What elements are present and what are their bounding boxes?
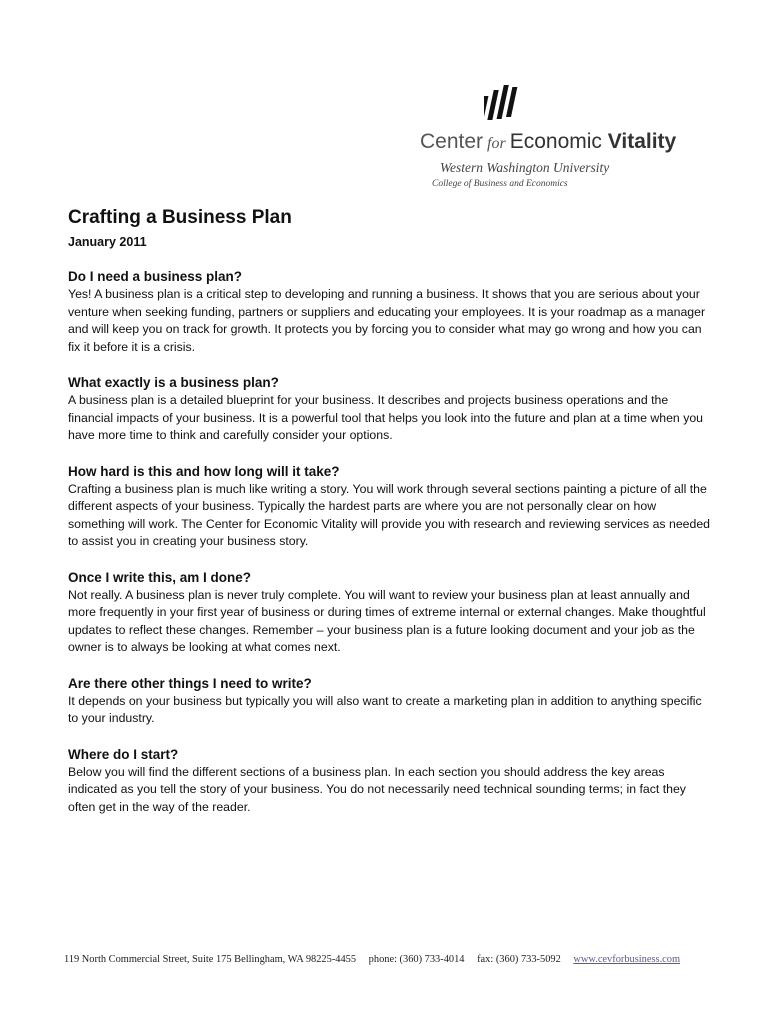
section-paragraph: Yes! A business plan is a critical step to developing and running a business. It shows that you are serious about your venture when seeking funding, partners or suppliers and educating your employees. It is your roadmap as a manager and will keep you on track for growth. It protects you by forcing you to consider what may go wrong and how you can fix it before it is a crisis. <box>68 287 706 354</box>
section-paragraph: A business plan is a detailed blueprint for your business. It describes and projects business operations and the financial impacts of your business. It is a powerful tool that helps you look into the future and plan at a time when you have more time to think and carefully consider your options. <box>68 393 704 442</box>
section-heading: Are there other things I need to write? <box>68 675 312 691</box>
logo-name-vitality: Vitality <box>607 130 677 153</box>
logo-organization-name <box>420 130 676 154</box>
footer-website-link[interactable]: www.cevforbusiness.com <box>573 954 681 965</box>
section-paragraph: Crafting a business plan is much like writing a story. You will work through several sections painting a picture of all the different aspects of your business. Typically the hardest parts are where you are not personally clear on how something will work. The Center for Economic Vitality will provide you with research and reviewing services as needed to assist you in creating your business story. <box>68 481 711 548</box>
section-heading: Where do I start? <box>68 746 179 762</box>
footer-contact <box>64 954 680 965</box>
footer-address: 119 North Commercial Street, Suite 175 Bellingham, WA 98225-4455 <box>64 954 357 965</box>
section-am-i-done <box>68 569 713 657</box>
section-where-start <box>68 746 713 817</box>
section-other-things <box>68 675 713 728</box>
section-need-plan <box>68 268 713 356</box>
document-title: Crafting a Business Plan <box>68 207 292 228</box>
section-heading: Do I need a business plan? <box>68 269 243 284</box>
footer-phone: phone: (360) 733-4014 <box>368 954 465 965</box>
footer-fax: fax: (360) 733-5092 <box>477 954 561 965</box>
organization-logo <box>420 84 720 204</box>
logo-mark-icon <box>484 84 524 128</box>
section-paragraph: Not really. A business plan is never truly complete. You will want to review your business plan at least annually and more frequently in your first year of business or during times of extreme internal or external changes. Make thoughtful updates to reflect these changes. Remember – your business plan is a future looking document and your job as the owner is to always be looking at what comes next. <box>68 587 706 654</box>
logo-name-economic: Economic <box>509 130 602 153</box>
logo-name-center: Center <box>420 130 484 153</box>
section-how-hard <box>68 463 713 551</box>
logo-name-for: for <box>487 135 506 152</box>
document-date: January 2011 <box>68 235 147 249</box>
section-what-is-plan <box>68 374 713 445</box>
section-paragraph: It depends on your business but typically you will also want to create a marketing plan in addition to anything specific to your industry. <box>68 693 702 725</box>
section-heading: How hard is this and how long will it take? <box>68 463 340 479</box>
document-body <box>68 206 713 816</box>
section-paragraph: Below you will find the different sections of a business plan. In each section you should address the key areas indicated as you tell the story of your business. You do not necessarily need technical sounding terms; in fact they often get in the way of the reader. <box>68 764 686 814</box>
section-heading: What exactly is a business plan? <box>68 375 279 390</box>
logo-university: Western Washington University <box>440 160 610 175</box>
section-heading: Once I write this, am I done? <box>68 569 252 585</box>
logo-college: College of Business and Economics <box>432 179 568 189</box>
